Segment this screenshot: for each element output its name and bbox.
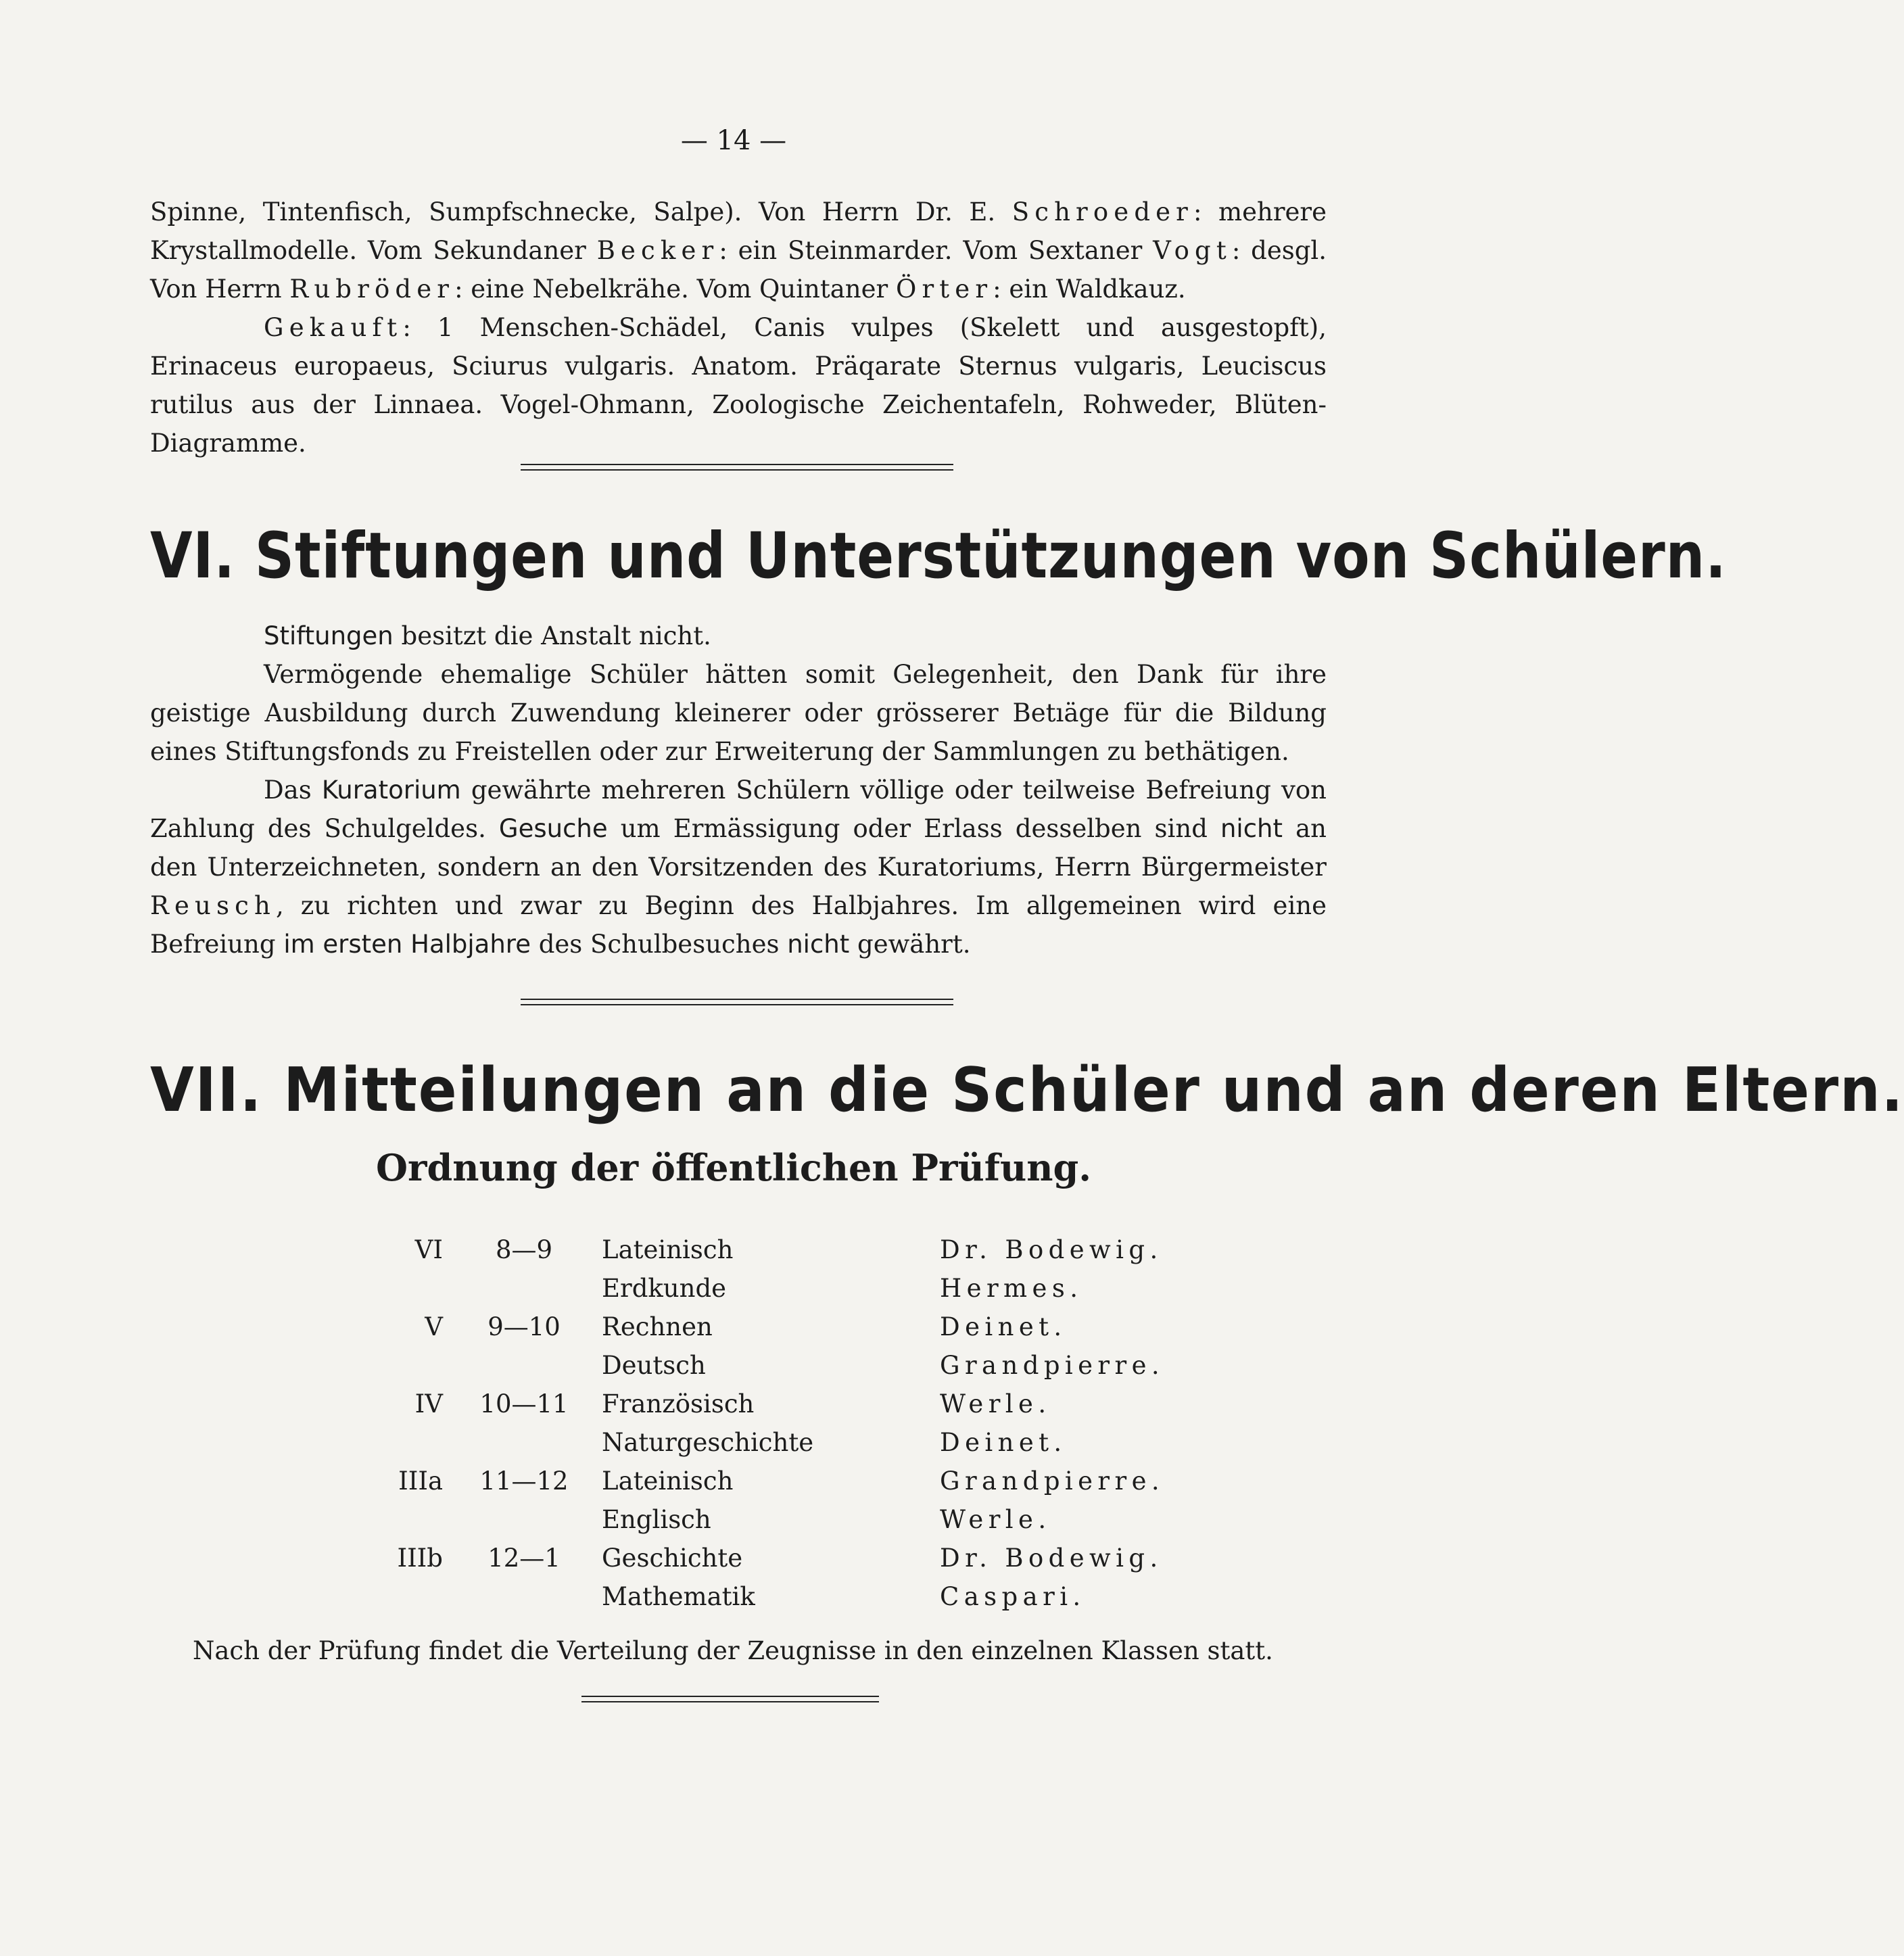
closing-note: Nach der Prüfung findet die Verteilung der Zeugnisse in den einzelnen Klassen statt. (193, 1636, 1273, 1665)
gekauft-paragraph: Gekauft: 1 Menschen-Schädel, Canis vulpes (Skelett und ausgestopft), Erinaceus europaeus, Sciurus vulgaris. Anatom. Präqarate Sternus vulgaris, Leuciscus rutilus aus der Linnaea. Vogel-Ohmann, Zoologische Zeichentafeln, Rohweder, Blüten-Diagramme. (150, 313, 1327, 458)
class-cell: V (425, 1312, 443, 1341)
section-7-heading: VII. Mitteilungen an die Schüler und an deren Eltern. (150, 1055, 1904, 1126)
time-cell: 10—11 (479, 1389, 569, 1418)
donor-name: Becker (596, 236, 719, 265)
teacher-cell: Deinet. (940, 1312, 1067, 1341)
intro-block (150, 193, 1327, 462)
subject-cell: Englisch (602, 1505, 711, 1534)
paragraph: Das Kuratorium gewährte mehreren Schülern völlige oder teilweise Befreiung von Zahlung des Schulgeldes. Gesuche um Ermässigung oder Erlass desselben sind nicht an den Unterzeichneten, sondern an den Vorsitzenden des Kuratoriums, Herrn Bürgermeister Reusch, zu richten und zwar zu Beginn des Halbjahres. Im allgemeinen wird eine Befreiung im ersten Halbjahre des Schulbesuches nicht gewährt. (150, 776, 1327, 959)
teacher-cell: Deinet. (940, 1428, 1067, 1457)
subject-cell: Deutsch (602, 1351, 706, 1380)
class-cell (379, 1269, 467, 1308)
class-cell: VI (414, 1235, 443, 1264)
subject-cell: Geschichte (602, 1544, 743, 1573)
subject-cell: Naturgeschichte (602, 1428, 814, 1457)
teacher-cell: Grandpierre. (940, 1351, 1165, 1380)
time-cell (467, 1500, 581, 1539)
teacher-cell: Grandpierre. (940, 1466, 1165, 1496)
section-divider (521, 464, 953, 471)
table-row (379, 1462, 1164, 1500)
time-cell: 11—12 (479, 1466, 569, 1496)
page-number: — 14 — (680, 125, 787, 156)
teacher-cell: Caspari. (940, 1582, 1086, 1611)
class-cell (379, 1500, 467, 1539)
table-row (379, 1269, 1164, 1308)
table-row (379, 1423, 1164, 1462)
donor-name: Vogt (1153, 236, 1232, 265)
time-cell: 8—9 (495, 1235, 553, 1264)
section-6-heading: VI. Stiftungen und Unterstützungen von Schülern. (150, 519, 1727, 593)
paragraph: Stiftungen besitzt die Anstalt nicht. (264, 621, 711, 650)
teacher-cell: Dr. Bodewig. (940, 1235, 1163, 1264)
time-cell (467, 1269, 581, 1308)
table-row (379, 1539, 1164, 1577)
class-cell: IIIa (398, 1466, 443, 1496)
exam-schedule-table (379, 1231, 1164, 1616)
subject-cell: Lateinisch (602, 1235, 734, 1264)
class-cell (379, 1577, 467, 1616)
subject-cell: Erdkunde (602, 1274, 727, 1303)
subject-cell: Lateinisch (602, 1466, 734, 1496)
paragraph: Vermögende ehemalige Schüler hätten somit Gelegenheit, den Dank für ihre geistige Ausbildung durch Zuwendung kleinerer oder grösserer Betıäge für die Bildung eines Stiftungsfonds zu Freistellen oder zur Erweiterung der Sammlungen zu bethätigen. (150, 660, 1327, 766)
donor-name: Örter (895, 275, 993, 304)
table-row (379, 1385, 1164, 1423)
section-divider (521, 999, 953, 1005)
time-cell (467, 1577, 581, 1616)
teacher-cell: Werle. (940, 1389, 1051, 1418)
teacher-cell: Dr. Bodewig. (940, 1544, 1163, 1573)
table-row (379, 1577, 1164, 1616)
table-row (379, 1500, 1164, 1539)
table-row (379, 1231, 1164, 1269)
class-cell: IIIb (397, 1544, 443, 1573)
class-cell (379, 1346, 467, 1385)
intro-paragraph: Spinne, Tintenfisch, Sumpfschnecke, Salpe). Von Herrn Dr. E. Schroeder: mehrere Krystallmodelle. Vom Sekundaner Becker: ein Steinmarder. Vom Sextaner Vogt: desgl. Von Herrn Rubröder: eine Nebelkrähe. Vom Quintaner Örter: ein Waldkauz. (150, 197, 1327, 304)
class-cell: IV (414, 1389, 443, 1418)
table-row (379, 1308, 1164, 1346)
table-row (379, 1346, 1164, 1385)
teacher-cell: Werle. (940, 1505, 1051, 1534)
teacher-cell: Hermes. (940, 1274, 1083, 1303)
time-cell: 12—1 (487, 1544, 561, 1573)
subject-cell: Rechnen (602, 1312, 713, 1341)
donor-name: Schroeder (1012, 197, 1194, 226)
subject-cell: Mathematik (602, 1582, 755, 1611)
time-cell (467, 1346, 581, 1385)
time-cell (467, 1423, 581, 1462)
section-divider (581, 1696, 879, 1702)
subject-cell: Französisch (602, 1389, 755, 1418)
class-cell (379, 1423, 467, 1462)
time-cell: 9—10 (487, 1312, 561, 1341)
exam-schedule-title: Ordnung der öffentlichen Prüfung. (375, 1146, 1092, 1189)
donor-name: Rubröder (289, 275, 455, 304)
section-6-body (150, 617, 1327, 963)
